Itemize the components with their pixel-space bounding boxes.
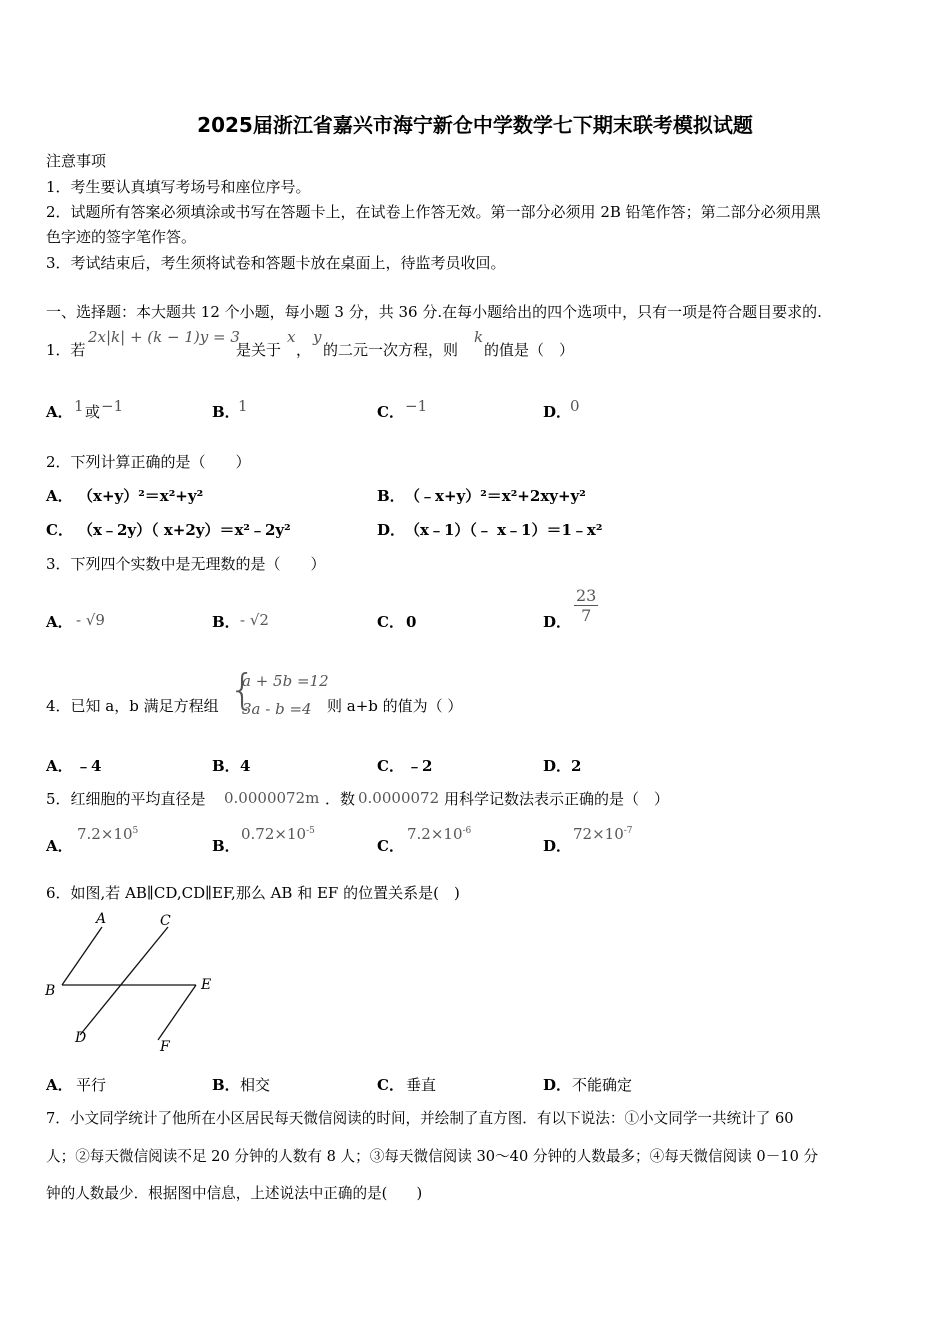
q5-option-a-label: A． [46, 837, 73, 855]
label-d: D [75, 1030, 87, 1046]
label-e: E [201, 977, 212, 993]
q1-option-b-label: B． [212, 403, 240, 421]
q3-option-c-label: C． [377, 613, 404, 631]
line-ef [158, 985, 196, 1040]
q4-option-c: ﹣2 [407, 757, 433, 775]
q5-option-a [77, 825, 138, 843]
q6-stem: 6．如图,若 AB∥CD,CD∥EF,那么 AB 和 EF 的位置关系是( ) [46, 884, 460, 902]
q6-option-c-label: C． [377, 1076, 404, 1094]
q1-option-a-or: 或 [85, 403, 101, 421]
q5-option-b-exponent: -5 [306, 826, 315, 836]
line-cd [80, 927, 168, 1035]
q4-option-d-label: D． [543, 757, 572, 775]
q4-equation-2: 3a - b =4 [242, 700, 312, 718]
q7-line-3: 钟的人数最少．根据图中信息，上述说法中正确的是( ) [46, 1185, 423, 1202]
q4-option-a-label: A． [46, 757, 73, 775]
q2-stem: 2．下列计算正确的是（ ） [46, 453, 251, 471]
q5-stem-pre: 5．红细胞的平均直径是 [46, 790, 206, 808]
q1-text-end: 的值是（ ） [484, 341, 575, 359]
label-a: A [96, 911, 107, 927]
q3-option-d-label: D． [543, 613, 572, 631]
q4-option-d: 2 [571, 757, 582, 775]
q5-option-c [407, 825, 471, 843]
q3-option-d-fraction [574, 586, 598, 625]
q5-option-c-label: C． [377, 837, 404, 855]
q2-option-a: （x+y）²＝x²+y² [78, 487, 204, 505]
q6-option-b-label: B． [212, 1076, 240, 1094]
q7-line-1: 7．小文同学统计了他所在小区居民每天微信阅读的时间，并绘制了直方图．有以下说法：①小文同学一共统计了 60 [46, 1110, 794, 1127]
notice-item-3: 3．考试结束后，考生须将试卷和答题卡放在桌面上，待监考员收回。 [46, 254, 506, 272]
q1-option-a-label: A． [46, 403, 73, 421]
q5-value-2: 0.0000072 [358, 789, 440, 807]
q3-option-c: 0 [406, 613, 417, 631]
q1-option-a-value-1: 1 [74, 397, 84, 415]
q2-option-b: （﹣x+y）²＝x²+2xy+y² [405, 487, 586, 505]
q2-option-d: （x﹣1）（﹣ x﹣1）＝1﹣x² [405, 521, 603, 539]
q1-text-2: 的二元一次方程，则 [323, 341, 459, 359]
q4-option-b-label: B． [212, 757, 240, 775]
q3-option-d-numerator: 23 [576, 586, 597, 605]
q3-option-b: - √2 [240, 611, 269, 629]
q2-option-c-label: C． [46, 521, 73, 539]
q5-option-b-base: 0.72×10 [241, 825, 307, 843]
q6-option-b: 相交 [240, 1076, 271, 1094]
q2-option-d-label: D． [377, 521, 406, 539]
q7-line-2: 人；②每天微信阅读不足 20 分钟的人数有 8 人；③每天微信阅读 30～40 分钟的人数最多；④每天微信阅读 0－10 分 [46, 1148, 819, 1165]
label-f: F [160, 1039, 170, 1055]
q5-stem-post: 用科学记数法表示正确的是（ ） [444, 790, 670, 808]
q5-option-b [241, 825, 315, 843]
notice-item-2-cont: 色字迹的签字笔作答。 [46, 228, 197, 246]
q4-option-a: ﹣4 [76, 757, 102, 775]
q6-option-c: 垂直 [406, 1076, 437, 1094]
q3-option-b-label: B． [212, 613, 240, 631]
q2-option-b-label: B． [377, 487, 405, 505]
label-b: B [45, 983, 56, 999]
q3-stem: 3．下列四个实数中是无理数的是（ ） [46, 555, 326, 573]
q1-option-a-value-2: −1 [101, 397, 124, 415]
q6-option-a-label: A． [46, 1076, 73, 1094]
q3-option-a-label: A． [46, 613, 73, 631]
q5-option-a-base: 7.2×10 [77, 825, 133, 843]
page-title: 2025届浙江省嘉兴市海宁新仓中学数学七下期末联考模拟试题 [197, 113, 753, 137]
q2-option-a-label: A． [46, 487, 73, 505]
q5-option-d-exponent: -7 [623, 826, 633, 836]
system-brace: { [229, 665, 256, 714]
notice-heading: 注意事项 [46, 152, 107, 170]
q3-option-d-denominator: 7 [581, 606, 592, 626]
q3-option-a: - √9 [76, 611, 105, 629]
notice-item-2: 2．试题所有答案必须填涂或书写在答题卡上，在试卷上作答无效。第一部分必须用 2B 铅笔作答；第二部分必须用黑 [46, 203, 821, 221]
q1-number: 1．若 [46, 341, 86, 359]
notice-item-1: 1．考生要认真填写考场号和座位序号。 [46, 178, 311, 196]
q6-option-d-label: D． [543, 1076, 572, 1094]
q5-option-a-exponent: 5 [132, 826, 139, 836]
q1-var-y: y [313, 328, 322, 346]
q2-option-c: （x﹣2y）（ x+2y）＝x²﹣2y² [78, 521, 291, 539]
q4-option-b: 4 [240, 757, 251, 775]
line-ab [62, 927, 102, 985]
q5-option-d-label: D． [543, 837, 572, 855]
q6-option-a: 平行 [76, 1076, 107, 1094]
q1-comma: ， [296, 341, 312, 359]
q1-var-k: k [474, 328, 484, 346]
q1-var-x: x [287, 328, 296, 346]
parallel-lines-figure [40, 905, 230, 1060]
q5-option-c-exponent: -6 [462, 826, 472, 836]
q1-option-c-value: −1 [405, 397, 428, 415]
label-c: C [160, 913, 171, 929]
q1-option-d-label: D． [543, 403, 572, 421]
q1-equation: 2x|k| + (k − 1)y = 3 [88, 328, 240, 346]
q4-equation-1: a + 5b =12 [242, 672, 329, 690]
q4-stem-pre: 4．已知 a，b 满足方程组 [46, 697, 219, 715]
q6-option-d: 不能确定 [572, 1076, 633, 1094]
q1-option-d-value: 0 [570, 397, 580, 415]
q5-option-d [573, 825, 633, 843]
q1-option-b-value: 1 [238, 397, 248, 415]
section-heading: 一、选择题：本大题共 12 个小题，每小题 3 分，共 36 分.在每小题给出的四个选项中，只有一项是符合题目要求的. [46, 303, 822, 321]
q5-option-d-base: 72×10 [573, 825, 624, 843]
q5-value-1: 0.0000072m [224, 789, 320, 807]
q1-option-c-label: C． [377, 403, 404, 421]
q1-text-1: 是关于 [236, 341, 282, 359]
q4-option-c-label: C． [377, 757, 404, 775]
q5-stem-mid: ．数 [325, 790, 356, 808]
q4-stem-post: 则 a+b 的值为（ ） [327, 697, 463, 715]
q5-option-b-label: B． [212, 837, 240, 855]
q5-option-c-base: 7.2×10 [407, 825, 463, 843]
